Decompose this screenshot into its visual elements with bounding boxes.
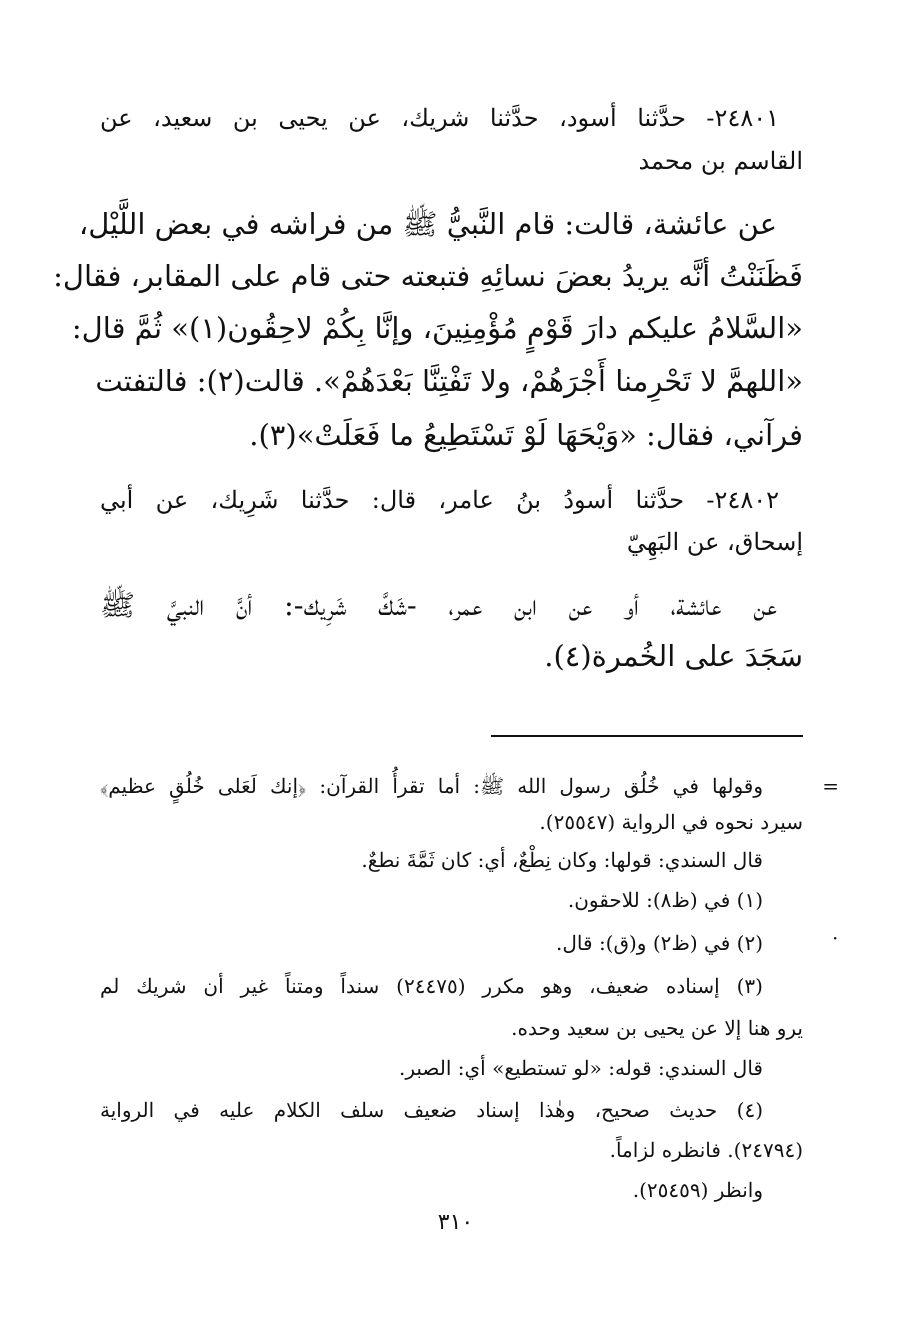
footnote-separator (491, 735, 803, 737)
footnote-4-line-1: (٤) حديث صحيح، وهٰذا إسناد ضعيف سلف الكلام عليه في الرواية (100, 1098, 763, 1122)
hadith-24801-matn-line-1: عن عائشة، قالت: قام النَّبيُّ ﷺ من فراشه في بعض اللَّيْل، (78, 207, 777, 241)
footnote-3-line-1: (٣) إسناده ضعيف، وهو مكرر (٢٤٤٧٥) سنداً ومتناً غير أن شريك لم (100, 974, 763, 998)
hadith-24801-isnad-line-2: القاسم بن محمد (638, 147, 803, 175)
page-number: ٣١٠ (437, 1210, 474, 1235)
footnote-3-line-2: يرو هنا إلا عن يحيى بن سعيد وحده. (511, 1016, 803, 1040)
footnote-4-line-3: وانظر (٢٥٤٥٩). (632, 1178, 763, 1202)
hadith-24802-isnad-line-2: إسحاق، عن البَهِيّ (626, 528, 803, 556)
margin-dot: · (832, 926, 839, 950)
hadith-24802-matn-line-1: عن عائشة، أو عن ابن عمر، -شَكَّ شَرِيك-: أنَّ النبيَّ ﷺ (100, 588, 777, 622)
footnote-line-3: قال السندي: قولها: وكان نِطْعٌ، أي: كان ثَمَّةَ نطعٌ. (361, 848, 763, 872)
hadith-24802-isnad-line-1: ٢٤٨٠٢- حدَّثنا أسودُ بنُ عامر، قال: حدَّثنا شَرِيك، عن أبي (100, 486, 779, 514)
footnote-line-1: وقولها في خُلُق رسول الله ﷺ: أما تقرأُ القرآن: ﴿إنك لَعَلى خُلُقٍ عظيم﴾ (100, 774, 763, 798)
footnote-line-2: سيرد نحوه في الرواية (٢٥٥٤٧). (539, 810, 803, 834)
hadith-24801-matn-line-4: «اللهمَّ لا تَحْرِمنا أَجْرَهُمْ، ولا تَفْتِنَّا بَعْدَهُمْ». قالت(٢): فالتفتت (95, 364, 803, 398)
hadith-24801-matn-line-3: «السَّلامُ عليكم دارَ قَوْمٍ مُؤْمِنِينَ، وإنَّا بِكُمْ لاحِقُون(١)» ثُمَّ قال: (71, 311, 803, 345)
footnote-2: (٢) في (ظ٢) و(ق): قال. (556, 931, 763, 955)
footnote-4-line-2: (٢٤٧٩٤). فانظره لزاماً. (609, 1138, 803, 1162)
hadith-24801-isnad-line-1: ٢٤٨٠١- حدَّثنا أسود، حدَّثنا شريك، عن يحيى بن سعيد، عن (100, 104, 779, 132)
footnote-continuation-mark: = (822, 774, 839, 798)
hadith-24801-matn-line-5: فرآني، فقال: «وَيْحَهَا لَوْ تَسْتَطِيعُ ما فَعَلَتْ»(٣). (249, 418, 803, 452)
hadith-24802-matn-line-2: سَجَدَ على الخُمرة(٤). (544, 639, 803, 673)
footnote-1: (١) في (ظ٨): للاحقون. (567, 888, 763, 912)
footnote-3-line-3: قال السندي: قوله: «لو تستطيع» أي: الصبر. (399, 1056, 763, 1080)
hadith-24801-matn-line-2: فَظَنَنْتُ أنَّه يريدُ بعضَ نسائِهِ فتبعته حتى قام على المقابر، فقال: (53, 259, 803, 293)
